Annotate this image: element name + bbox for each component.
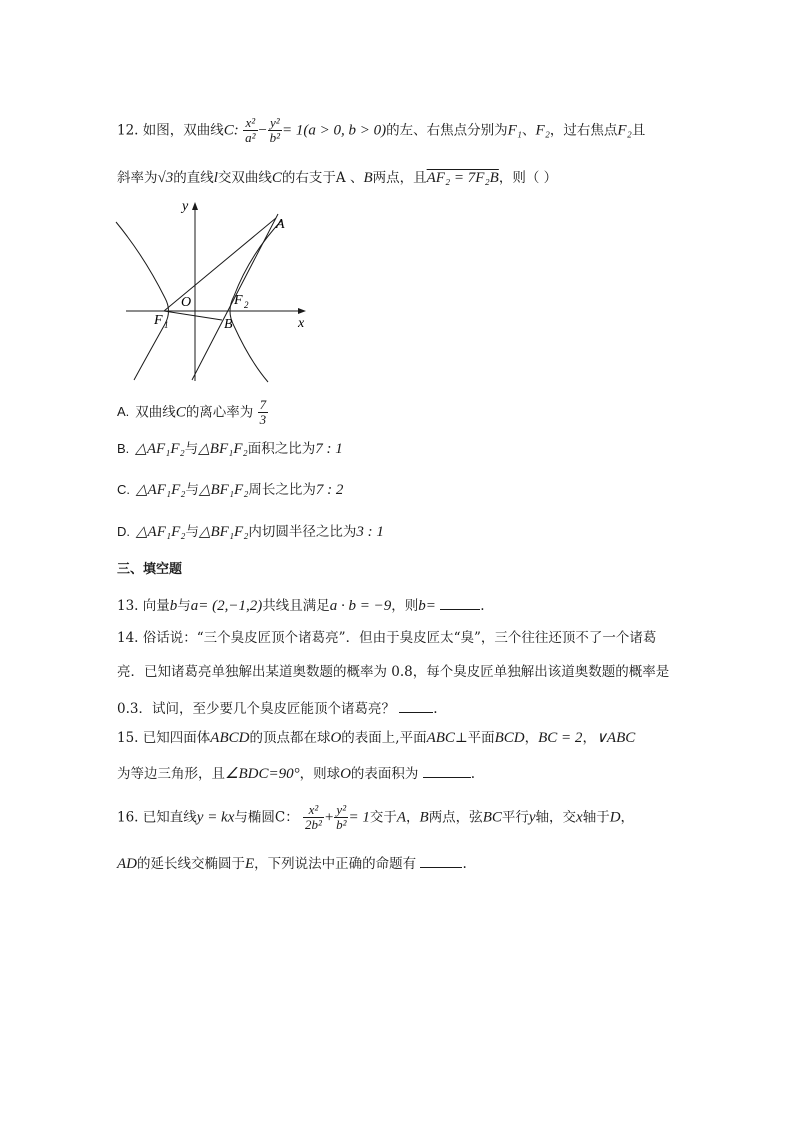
sep: 、	[522, 122, 536, 139]
y-axis-arrow	[192, 202, 198, 210]
perp-symbol: ⊥	[454, 730, 468, 746]
label-o: O	[181, 295, 192, 310]
ellipse-c: C：	[274, 809, 299, 826]
label-x: x	[298, 316, 305, 331]
x-axis-arrow	[298, 308, 306, 314]
label-f1-sub: 1	[164, 320, 169, 330]
q16-line1	[117, 803, 634, 833]
q15-end: .	[470, 766, 476, 782]
line-equation: y = kx	[196, 809, 235, 826]
option-d-text: 内切圆半径之比为	[248, 524, 357, 540]
label-a: A	[276, 217, 285, 232]
frac-y-b: $\frac{\text{y²}}{\text{b²}}$	[336, 802, 347, 833]
q13-number: 13.	[117, 598, 139, 614]
q13-answer-blank[interactable]	[440, 597, 480, 610]
bc-value: BC = 2	[538, 730, 583, 746]
q13	[117, 597, 484, 614]
q12-number: 12.	[117, 122, 139, 139]
label-b: B	[224, 317, 233, 332]
label-f1: F	[154, 313, 163, 328]
q16-text-d: 两点，弦	[428, 809, 483, 826]
q13-text-c: 共线且满足	[262, 598, 330, 614]
option-b-tri2: △BF₁F₂	[198, 441, 248, 457]
point-a: A	[396, 809, 407, 826]
option-d-label: D.	[117, 524, 130, 539]
option-b-mid: 与	[184, 441, 199, 457]
hyperbola-figure	[110, 196, 320, 386]
option-b-label: B.	[117, 441, 130, 456]
vector-equation: AF₂ = 7F₂B	[426, 170, 499, 186]
frac-x-2b: $\frac{\text{x²}}{\text{2b²}}$	[305, 802, 322, 833]
q12-text-b: 的左、右焦点分别为	[386, 122, 508, 139]
q15-line1	[117, 731, 635, 746]
q12-l2a: 斜率为	[117, 170, 158, 186]
option-c-tri1: △AF₁F₂	[136, 482, 186, 498]
q16-comma: ，	[406, 809, 420, 826]
label-f2: F	[234, 293, 243, 308]
q14-line3	[117, 700, 438, 717]
q12-text-d: 且	[631, 122, 646, 139]
chord-bc: BC	[482, 809, 502, 826]
curve-c: C	[271, 170, 282, 186]
angle-bdc: ∠BDC=90°	[225, 766, 300, 782]
focus-f2-b: F₂	[617, 122, 632, 139]
q12-line1: 12. 如图，双曲线C: $\frac{\text{x²}}{\text{a²}}$ − $\frac{\text{y²}}{\text{b²}}$ = 1(a > 0, b > 0)的左、右焦点分别为F₁、F₂，过右焦点F₂且	[117, 115, 646, 146]
q14-line1	[117, 632, 656, 646]
eq-rest: = 1(a > 0, b > 0)	[282, 122, 387, 139]
q15-answer-blank[interactable]	[423, 765, 471, 778]
option-c-label: C.	[117, 482, 130, 497]
point-b: B	[363, 170, 373, 186]
q15-line2	[117, 765, 475, 782]
vector-a-value: = (2,−1,2)	[198, 598, 263, 614]
option-d-ratio: 3 : 1	[356, 524, 384, 540]
plane-bcd: BCD	[494, 730, 525, 746]
q16-answer-blank[interactable]	[420, 855, 462, 868]
option-b	[117, 442, 343, 457]
q15-text-c: 的表面上,平面	[341, 730, 427, 746]
triangle-abc: ∨ABC	[595, 730, 636, 746]
q15-text-b: 的顶点都在球	[249, 730, 331, 746]
q15-l2a: 为等边三角形，且	[117, 766, 225, 782]
q12-text: 如图，双曲线	[142, 122, 224, 139]
point-b: B	[419, 809, 429, 826]
sqrt3: √3	[157, 170, 174, 186]
q15-text-f: ，	[582, 730, 596, 746]
curve-name: C	[223, 122, 234, 139]
vector-b-2: b	[418, 598, 426, 614]
tetrahedron-name: ABCD	[210, 730, 250, 746]
q15-text-a: 已知四面体	[142, 730, 211, 746]
frac-x-a: $\frac{\text{x²}}{\text{a²}}$	[245, 115, 256, 146]
plus: +	[323, 809, 335, 826]
q16-comma-2: ，	[620, 809, 635, 826]
q15-l2c: 的表面积为	[350, 766, 419, 782]
q15-l2b: ，则球	[299, 766, 341, 782]
label-y: y	[182, 199, 189, 214]
q16-text-a: 已知直线	[142, 809, 197, 826]
option-b-tri1: △AF₁F₂	[135, 441, 185, 457]
sphere-o-2: O	[340, 766, 351, 782]
option-c-ratio: 7 : 2	[315, 482, 344, 498]
option-c-tri2: △BF₁F₂	[198, 482, 249, 498]
option-d-mid: 与	[185, 524, 199, 540]
q14-end: .	[433, 701, 438, 717]
option-a	[117, 398, 268, 428]
label-f2-sub: 2	[244, 300, 249, 310]
dot-product: a · b = −9	[329, 598, 392, 614]
q12-line2	[117, 171, 557, 186]
q13-text-b: 与	[177, 598, 191, 614]
q16-end: .	[462, 856, 467, 872]
q16-text-f: 轴，交	[535, 809, 577, 826]
option-a-frac: $\frac{7}{3}$	[259, 397, 267, 428]
vector-a: a	[190, 598, 199, 614]
focus-f2: F₂	[535, 122, 550, 139]
option-a-text-b: 的离心率为	[185, 404, 254, 421]
q13-text-d: ，则	[391, 598, 419, 614]
q15-text-e: ，	[524, 730, 539, 746]
q16-number: 16.	[117, 809, 139, 826]
q14-line1-text: 俗话说：“三个臭皮匠顶个诸葛亮”．但由于臭皮匠太“臭”，三个往往还顶不了一个诸葛	[142, 630, 657, 646]
option-c-text: 周长之比为	[248, 482, 316, 498]
frac-y-b: $\frac{\text{y²}}{\text{b²}}$	[269, 115, 281, 146]
q16-text-b: 与椭圆	[234, 809, 275, 826]
q12-l2b: 的直线	[173, 170, 214, 186]
vector-b: b	[169, 598, 178, 614]
q16-line2	[117, 855, 467, 872]
y-var: y	[528, 809, 536, 826]
q13-end: .	[480, 598, 485, 614]
q16-text-e: 平行	[501, 809, 529, 826]
line-l: l	[213, 170, 218, 186]
q16-l2b: ，下列说法中正确的命题有	[254, 856, 417, 872]
x-var: x	[576, 809, 583, 826]
q15-text-d: 平面	[467, 730, 495, 746]
q14-number: 14.	[117, 630, 139, 646]
plane-abc: ABC	[426, 730, 455, 746]
q12-l2c: 交双曲线	[217, 170, 272, 186]
q12-text-c: ，过右焦点	[549, 122, 618, 139]
q14-answer-blank[interactable]	[399, 700, 433, 713]
option-c-mid: 与	[185, 482, 199, 498]
q12-l2f: ，则（ ）	[498, 170, 558, 186]
q12-l2e: 两点，且	[372, 170, 427, 186]
q16-l2a: 的延长线交椭圆于	[137, 856, 245, 872]
point-d: D	[609, 809, 621, 826]
option-a-var: C	[175, 404, 186, 421]
option-b-text: 面积之比为	[247, 441, 316, 457]
q16-text-c: 交于	[369, 809, 397, 826]
option-d	[117, 525, 384, 540]
option-a-label: A.	[117, 404, 130, 420]
q13-eq: =	[425, 598, 436, 614]
option-b-ratio: 7 : 1	[315, 441, 343, 457]
q16-text-g: 轴于	[582, 809, 610, 826]
option-d-tri1: △AF₁F₂	[136, 524, 186, 540]
q15-number: 15.	[117, 730, 139, 746]
q14-line2: 亮．已知诸葛亮单独解出某道奥数题的概率为 0.8，每个臭皮匠单独解出该道奥数题的概率是	[117, 664, 670, 680]
segment-f1-b	[164, 311, 222, 320]
eq-one: = 1	[348, 809, 370, 826]
point-e: E	[245, 856, 255, 872]
sphere-o: O	[330, 730, 342, 746]
option-a-text: 双曲线	[135, 404, 176, 421]
segment-ad: AD	[117, 856, 137, 872]
section-title: 三、填空题	[117, 562, 183, 577]
q12-l2d: 的右支于A 、	[281, 170, 364, 186]
option-d-tri2: △BF₁F₂	[198, 524, 249, 540]
option-c	[117, 483, 343, 498]
q13-text-a: 向量	[142, 598, 170, 614]
hyperbola-left-branch	[116, 222, 169, 380]
focus-f1: F₁	[507, 122, 523, 139]
q14-line3-text: 0.3．试问，至少要几个臭皮匠能顶个诸葛亮？	[117, 701, 395, 717]
